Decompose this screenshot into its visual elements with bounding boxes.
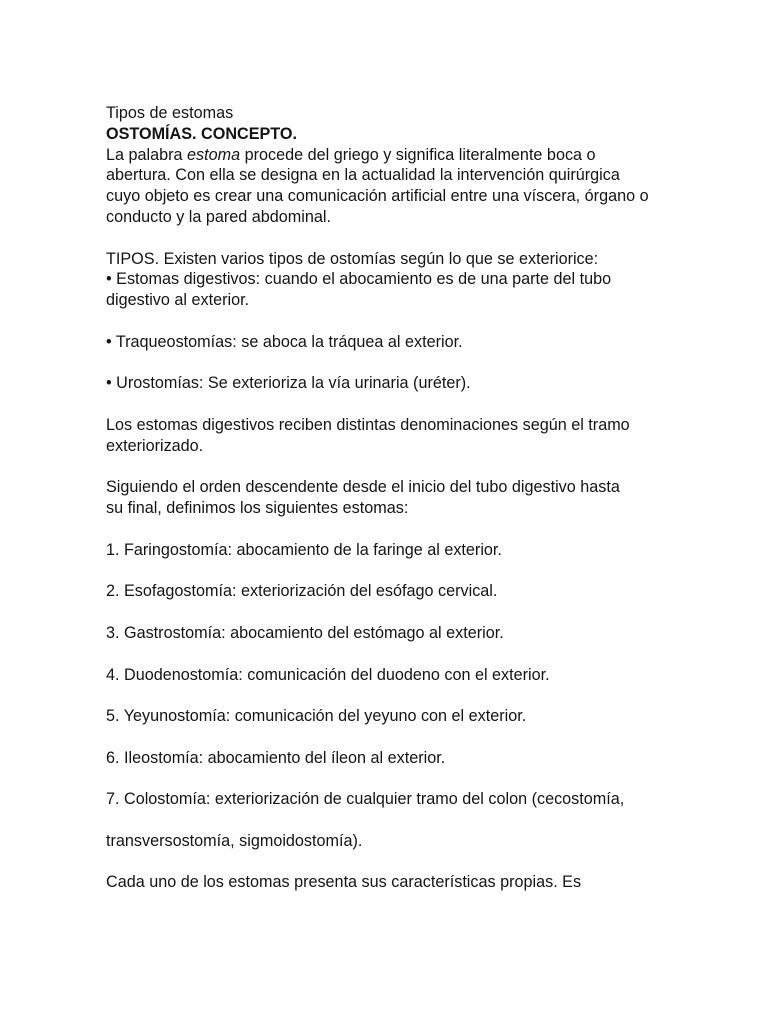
list-item: 5. Yeyunostomía: comunicación del yeyuno con el exterior. bbox=[106, 707, 527, 726]
section-title: OSTOMÍAS. CONCEPTO. bbox=[106, 124, 297, 143]
list-item: 7. Colostomía: exteriorización de cualquier tramo del colon (cecostomía, bbox=[106, 790, 625, 809]
list-item: 1. Faringostomía: abocamiento de la faringe al exterior. bbox=[106, 540, 502, 559]
document-page bbox=[106, 103, 666, 893]
bullet-item: • Estomas digestivos: cuando el abocamiento es de una parte del tubo digestivo al exterior. bbox=[106, 270, 612, 310]
bullet-item: • Traqueostomías: se aboca la tráquea al exterior. bbox=[106, 332, 463, 351]
closing-paragraph: Cada uno de los estomas presenta sus características propias. Es bbox=[106, 873, 582, 892]
intro-paragraph bbox=[106, 145, 654, 228]
list-continuation: transversostomía, sigmoidostomía). bbox=[106, 831, 363, 850]
list-item: 3. Gastrostomía: abocamiento del estómago al exterior. bbox=[106, 623, 504, 642]
paragraph-denominaciones: Los estomas digestivos reciben distintas denominaciones según el tramo exteriorizado. bbox=[106, 415, 630, 455]
document-heading: Tipos de estomas bbox=[106, 104, 234, 122]
list-item: 2. Esofagostomía: exteriorización del esófago cervical. bbox=[106, 582, 498, 601]
bullet-item: • Urostomías: Se exterioriza la vía urinaria (uréter). bbox=[106, 374, 471, 393]
paragraph-orden: Siguiendo el orden descendente desde el inicio del tubo digestivo hasta su final, definimos los siguientes estomas: bbox=[106, 478, 620, 518]
list-item: 4. Duodenostomía: comunicación del duodeno con el exterior. bbox=[106, 665, 550, 684]
list-item: 6. Ileostomía: abocamiento del íleon al exterior. bbox=[106, 748, 446, 767]
intro-text-after: procede del griego y significa literalmente boca o abertura. Con ella se designa en la actualidad la intervención quirúrgica cuyo objeto es crear una comunicación artificial entre una víscera, órgano o conducto y la pared abdominal. bbox=[106, 145, 649, 226]
tipos-intro: TIPOS. Existen varios tipos de ostomías según lo que se exteriorice: bbox=[106, 249, 599, 268]
intro-text-before: La palabra bbox=[106, 145, 188, 164]
intro-emphasis: estoma bbox=[187, 145, 241, 164]
